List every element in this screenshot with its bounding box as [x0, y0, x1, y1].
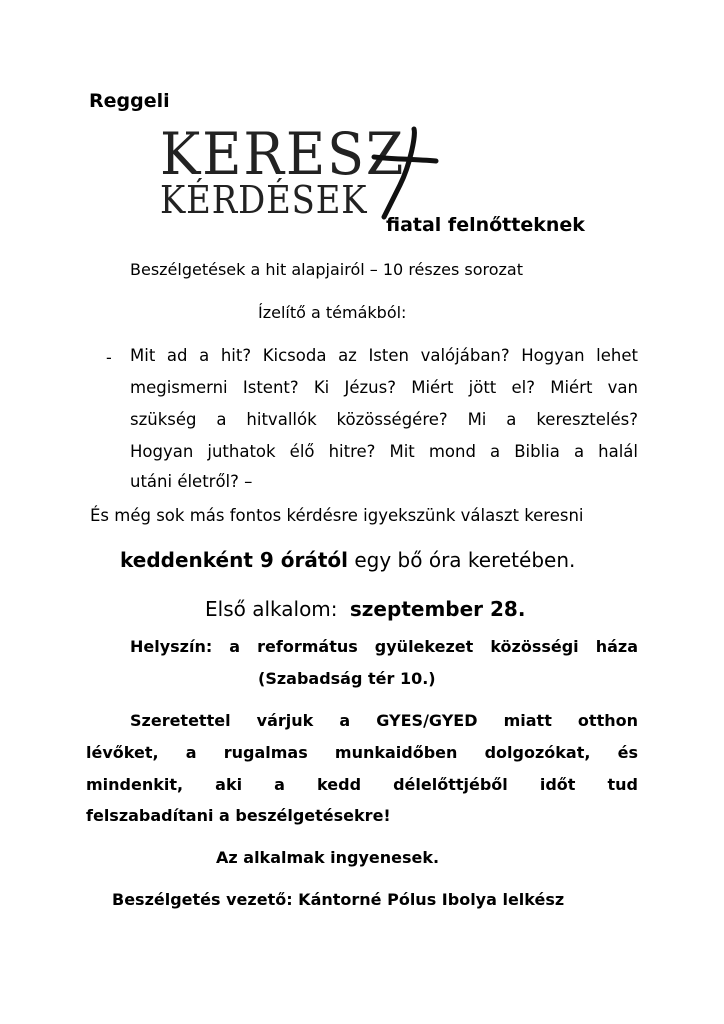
- welcome-line: Szeretettel várjuk a GYES/GYED miatt otthon: [130, 711, 638, 730]
- schedule-rest: egy bő óra keretében.: [348, 548, 576, 572]
- leader-line: Beszélgetés vezető: Kántorné Pólus Ibolya lelkész: [112, 890, 565, 909]
- free-notice: Az alkalmak ingyenesek.: [216, 848, 440, 867]
- topic-line: Mit ad a hit? Kicsoda az Isten valójában? Hogyan lehet: [130, 346, 638, 365]
- venue-line: Helyszín: a református gyülekezet közösségi háza: [130, 637, 638, 656]
- first-session: [205, 597, 525, 621]
- schedule-text: [120, 548, 575, 572]
- more-questions-text: És még sok más fontos kérdésre igyekszünk választ keresni: [90, 506, 584, 525]
- topic-line: szükség a hitvallók közösségére? Mi a keresztelés?: [130, 410, 638, 429]
- topic-line: megismerni Istent? Ki Jézus? Miért jött el? Miért van: [130, 378, 638, 397]
- topic-line: utáni életről? –: [130, 472, 253, 491]
- logo-kerdesek-text: KÉRDÉSEK: [160, 178, 368, 222]
- schedule-highlight: keddenként 9 órától: [120, 548, 348, 572]
- welcome-line: felszabadítani a beszélgetésekre!: [86, 806, 391, 825]
- audience-subtitle: fiatal felnőtteknek: [386, 214, 585, 236]
- welcome-line: mindenkit, aki a kedd délelőttjéből időt tud: [86, 775, 638, 794]
- topics-heading: Ízelítő a témákból:: [258, 303, 407, 322]
- first-session-date: szeptember 28.: [349, 597, 526, 621]
- reggeli-prefix: Reggeli: [89, 90, 170, 112]
- first-session-label: Első alkalom:: [205, 597, 338, 621]
- topic-line: Hogyan juthatok élő hitre? Mit mond a Biblia a halál: [130, 442, 638, 461]
- series-description: Beszélgetések a hit alapjairól – 10 részes sorozat: [130, 260, 523, 279]
- bullet-marker: -: [106, 348, 112, 367]
- logo-kereszt-text: KERESZ: [160, 120, 406, 188]
- cross-icon: [370, 125, 440, 220]
- venue-address: (Szabadság tér 10.): [258, 669, 436, 688]
- welcome-line: lévőket, a rugalmas munkaidőben dolgozókat, és: [86, 743, 638, 762]
